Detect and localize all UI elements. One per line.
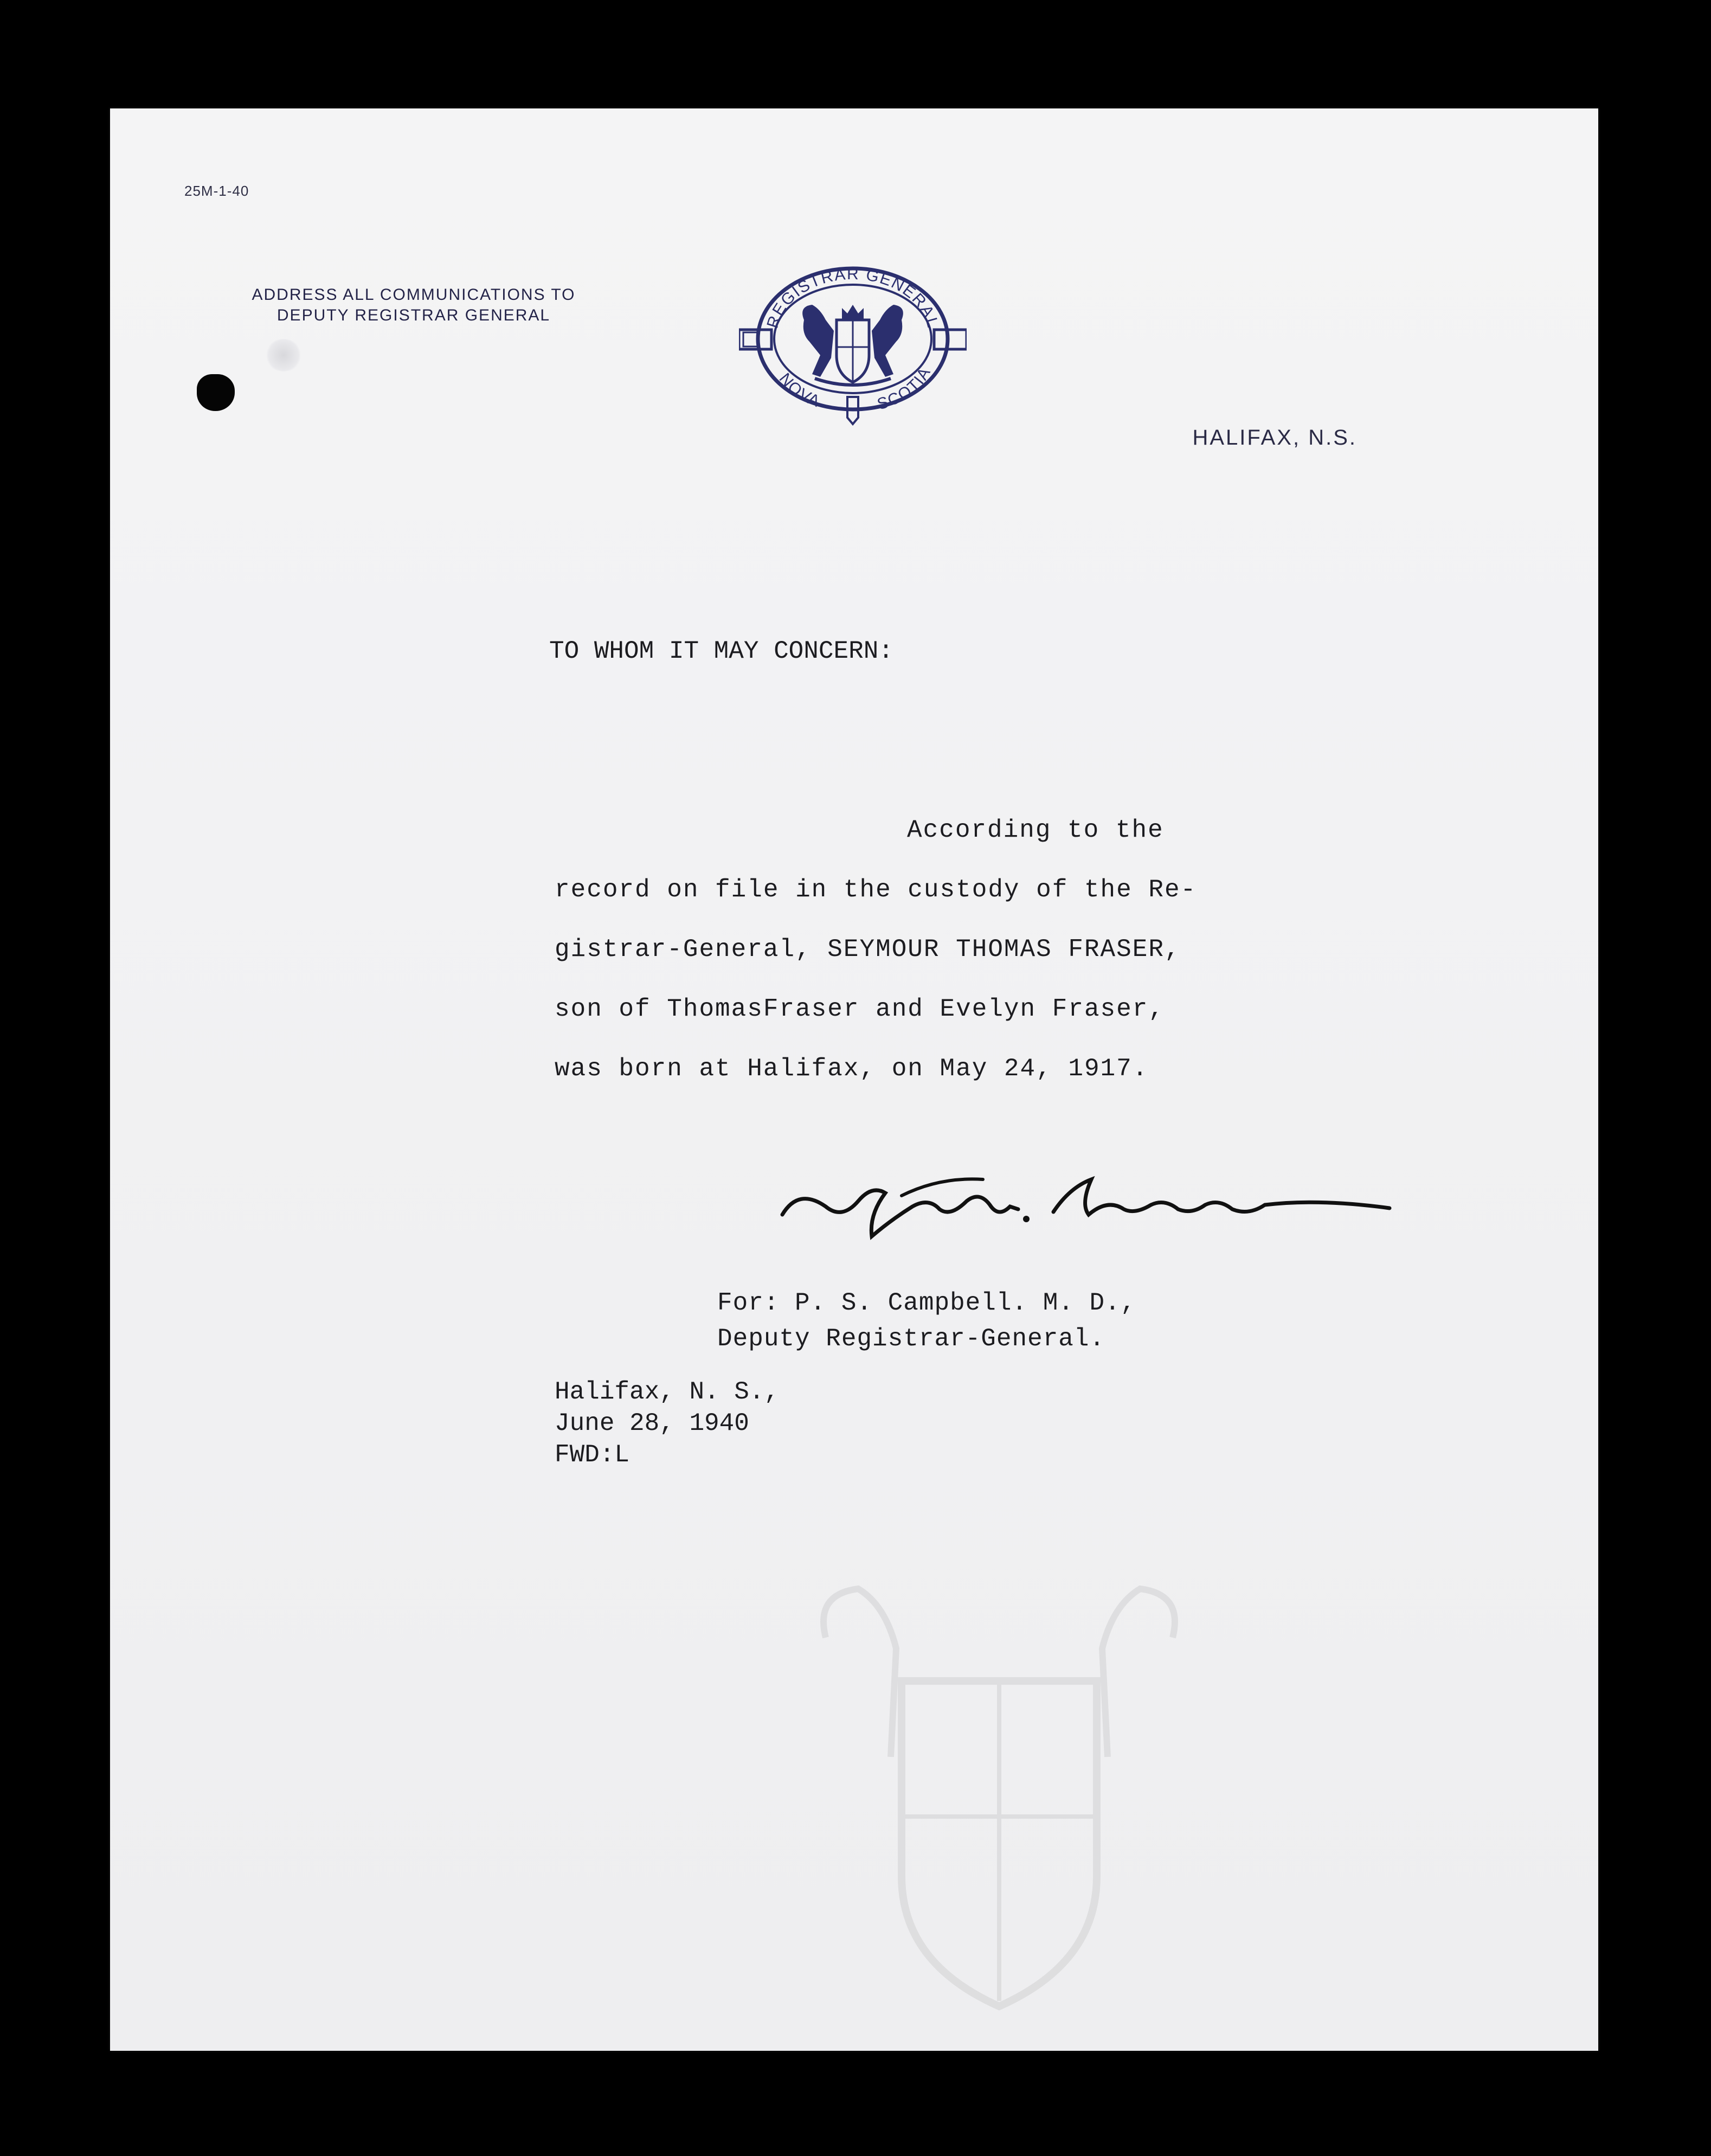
form-code: 25M-1-40 xyxy=(184,183,249,199)
closing-line-3: FWD:L xyxy=(555,1441,630,1469)
closing-line-2: June 28, 1940 xyxy=(555,1409,749,1438)
paper-dent xyxy=(265,339,303,371)
signatory-line-1: For: P. S. Campbell. M. D., xyxy=(717,1289,1136,1317)
embossed-seal-watermark xyxy=(793,1573,1205,2017)
body-line-3: gistrar-General, SEYMOUR THOMAS FRASER, xyxy=(555,935,1181,964)
letterhead-address xyxy=(246,285,582,326)
address-line-1: ADDRESS ALL COMMUNICATIONS TO xyxy=(252,286,576,304)
registrar-general-seal xyxy=(739,255,967,428)
address-line-2: DEPUTY REGISTRAR GENERAL xyxy=(276,306,551,324)
body-line-5: was born at Halifax, on May 24, 1917. xyxy=(555,1055,1149,1083)
punch-hole xyxy=(197,374,235,411)
seal-bottom-right-text: SCOTIA xyxy=(875,363,935,414)
closing-line-1: Halifax, N. S., xyxy=(555,1378,780,1406)
body-line-2: record on file in the custody of the Re- xyxy=(555,876,1197,904)
signatory-line-2: Deputy Registrar-General. xyxy=(717,1325,1105,1353)
letterhead-city: HALIFAX, N.S. xyxy=(1192,426,1357,450)
handwritten-signature xyxy=(777,1155,1395,1242)
salutation: TO WHOM IT MAY CONCERN: xyxy=(549,637,893,665)
seal-bottom-left-text: NOVA xyxy=(775,369,824,411)
certificate-paper xyxy=(110,108,1598,2051)
body-line-4: son of ThomasFraser and Evelyn Fraser, xyxy=(555,995,1165,1023)
body-line-1: According to the xyxy=(907,816,1164,844)
seal-top-text: REGISTRAR GENERAL xyxy=(763,265,942,331)
